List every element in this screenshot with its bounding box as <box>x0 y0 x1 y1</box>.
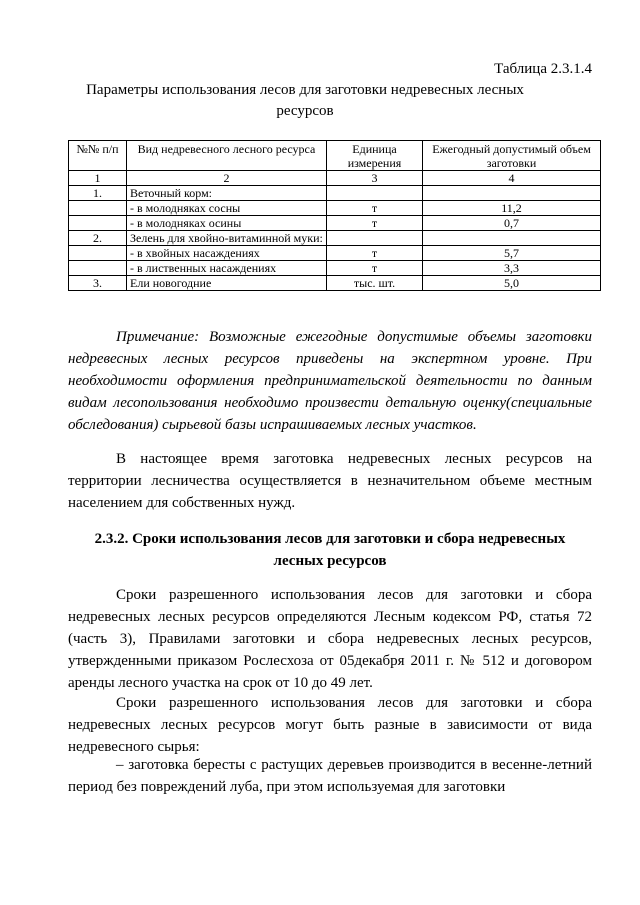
row-unit <box>327 186 423 201</box>
row-volume: 3,3 <box>423 261 601 276</box>
parameters-table <box>68 140 601 291</box>
column-number: 2 <box>127 171 327 186</box>
row-type: - в лиственных насаждениях <box>127 261 327 276</box>
row-num: 3. <box>69 276 127 291</box>
row-num: 2. <box>69 231 127 246</box>
row-num: 1. <box>69 186 127 201</box>
table-note: Примечание: Возможные ежегодные допустимые объемы заготовки недревесных лесных ресурсов приведены на экспертном уровне. При необходимости оформления предпринимательской деятельности по данным видам лесопользования необходимо произвести детальную оценку(специальные обследования) сырьевой базы испрашиваемых лесных участков. <box>68 329 592 433</box>
table-row <box>69 201 601 216</box>
table-caption-title: Параметры использования лесов для заготовки недревесных лесных ресурсов <box>86 82 524 119</box>
column-number: 1 <box>69 171 127 186</box>
row-type: - в молодняках осины <box>127 216 327 231</box>
header-num: №№ п/п <box>69 141 127 171</box>
table-row <box>69 186 601 201</box>
row-type: - в молодняках сосны <box>127 201 327 216</box>
column-number: 3 <box>327 171 423 186</box>
section-heading: 2.3.2. Сроки использования лесов для заготовки и сбора недревесных лесных ресурсов <box>94 531 566 569</box>
column-number-row <box>69 171 601 186</box>
row-volume <box>423 231 601 246</box>
row-num <box>69 201 127 216</box>
header-type: Вид недревесного лесного ресурса <box>127 141 327 171</box>
row-unit: тыс. шт. <box>327 276 423 291</box>
table-header-row <box>69 141 601 171</box>
row-unit: т <box>327 216 423 231</box>
paragraph-current-state: В настоящее время заготовка недревесных лесных ресурсов на территории лесничества осуществляется в незначительном объеме местным населением для собственных нужд. <box>68 451 592 511</box>
row-volume: 0,7 <box>423 216 601 231</box>
row-volume: 5,7 <box>423 246 601 261</box>
column-number: 4 <box>423 171 601 186</box>
row-type: Зелень для хвойно-витаминной муки: <box>127 231 327 246</box>
table-row <box>69 216 601 231</box>
row-type: - в хвойных насаждениях <box>127 246 327 261</box>
row-num <box>69 261 127 276</box>
row-unit <box>327 231 423 246</box>
row-unit: т <box>327 261 423 276</box>
table-row <box>69 261 601 276</box>
paragraph-terms: Сроки разрешенного использования лесов для заготовки и сбора недревесных лесных ресурсов определяются Лесным кодексом РФ, статья 72 (часть 3), Правилами заготовки и сбора недревесных лесных ресурсов, утвержденными приказом Рослесхоза от 05декабря 2011 г. № 512 и договором аренды лесного участка на срок от 10 до 49 лет. <box>68 587 592 691</box>
table-row <box>69 276 601 291</box>
row-unit: т <box>327 246 423 261</box>
row-num <box>69 246 127 261</box>
row-num <box>69 216 127 231</box>
paragraph-terms-variety: Сроки разрешенного использования лесов для заготовки и сбора недревесных лесных ресурсов могут быть разные в зависимости от вида недревесного сырья: <box>68 695 592 755</box>
row-volume: 11,2 <box>423 201 601 216</box>
row-type: Ели новогодние <box>127 276 327 291</box>
table-caption-label: Таблица 2.3.1.4 <box>494 61 592 77</box>
paragraph-birch-bark: – заготовка бересты с растущих деревьев производится в весенне-летний период без повреждений луба, при этом используемая для заготовки <box>68 757 592 795</box>
row-type: Веточный корм: <box>127 186 327 201</box>
row-unit: т <box>327 201 423 216</box>
header-volume: Ежегодный допустимый объем заготовки <box>423 141 601 171</box>
row-volume <box>423 186 601 201</box>
table-row <box>69 231 601 246</box>
row-volume: 5,0 <box>423 276 601 291</box>
table-row <box>69 246 601 261</box>
header-unit: Единица измерения <box>327 141 423 171</box>
